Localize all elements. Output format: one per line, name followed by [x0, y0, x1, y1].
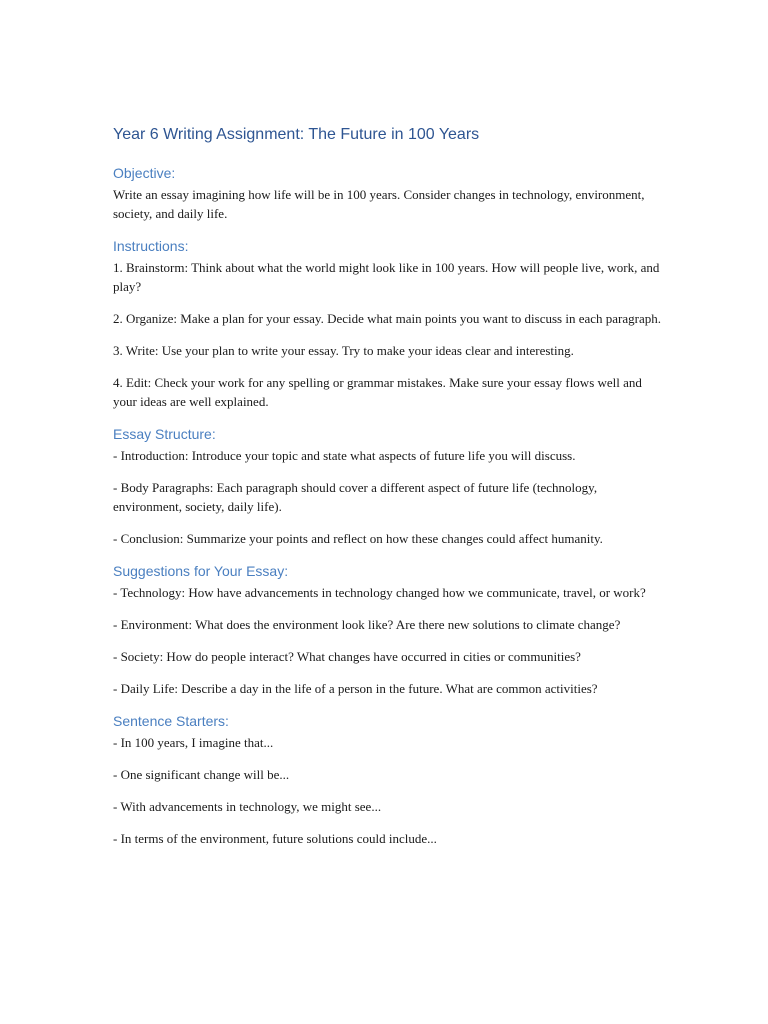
paragraph: - One significant change will be... [113, 767, 290, 782]
section-heading: Sentence Starters: [113, 713, 229, 729]
paragraph: 1. Brainstorm: Think about what the world might look like in 100 years. How will people live, work, and play? [113, 260, 660, 294]
paragraph: 2. Organize: Make a plan for your essay. Decide what main points you want to discuss in each paragraph. [113, 311, 662, 326]
section-objective [113, 163, 661, 223]
section-heading: Objective: [113, 165, 176, 181]
paragraph: - Conclusion: Summarize your points and reflect on how these changes could affect humanity. [113, 531, 603, 546]
document-page [113, 124, 661, 861]
section-instructions [113, 236, 661, 411]
paragraph: - Technology: How have advancements in technology changed how we communicate, travel, or work? [113, 585, 646, 600]
section-heading: Essay Structure: [113, 426, 216, 442]
section-heading: Suggestions for Your Essay: [113, 563, 289, 579]
paragraph: - Introduction: Introduce your topic and state what aspects of future life you will discuss. [113, 448, 576, 463]
document-title: Year 6 Writing Assignment: The Future in 100 Years [113, 126, 480, 143]
section-suggestions [113, 561, 661, 698]
paragraph: - In terms of the environment, future solutions could include... [113, 831, 437, 846]
paragraph: - Environment: What does the environment look like? Are there new solutions to climate change? [113, 617, 621, 632]
paragraph: - Body Paragraphs: Each paragraph should cover a different aspect of future life (technology, environment, society, daily life). [113, 480, 598, 514]
paragraph: - Society: How do people interact? What changes have occurred in cities or communities? [113, 649, 581, 664]
paragraph: 4. Edit: Check your work for any spelling or grammar mistakes. Make sure your essay flows well and your ideas are well explained. [113, 375, 642, 409]
paragraph: - Daily Life: Describe a day in the life of a person in the future. What are common activities? [113, 681, 598, 696]
section-sentence-starters [113, 711, 661, 848]
paragraph: 3. Write: Use your plan to write your essay. Try to make your ideas clear and interesting. [113, 343, 574, 358]
section-essay-structure [113, 424, 661, 548]
paragraph: - In 100 years, I imagine that... [113, 735, 274, 750]
paragraph: - With advancements in technology, we might see... [113, 799, 382, 814]
section-heading: Instructions: [113, 238, 189, 254]
paragraph: Write an essay imagining how life will be in 100 years. Consider changes in technology, environment, society, and daily life. [113, 187, 645, 221]
